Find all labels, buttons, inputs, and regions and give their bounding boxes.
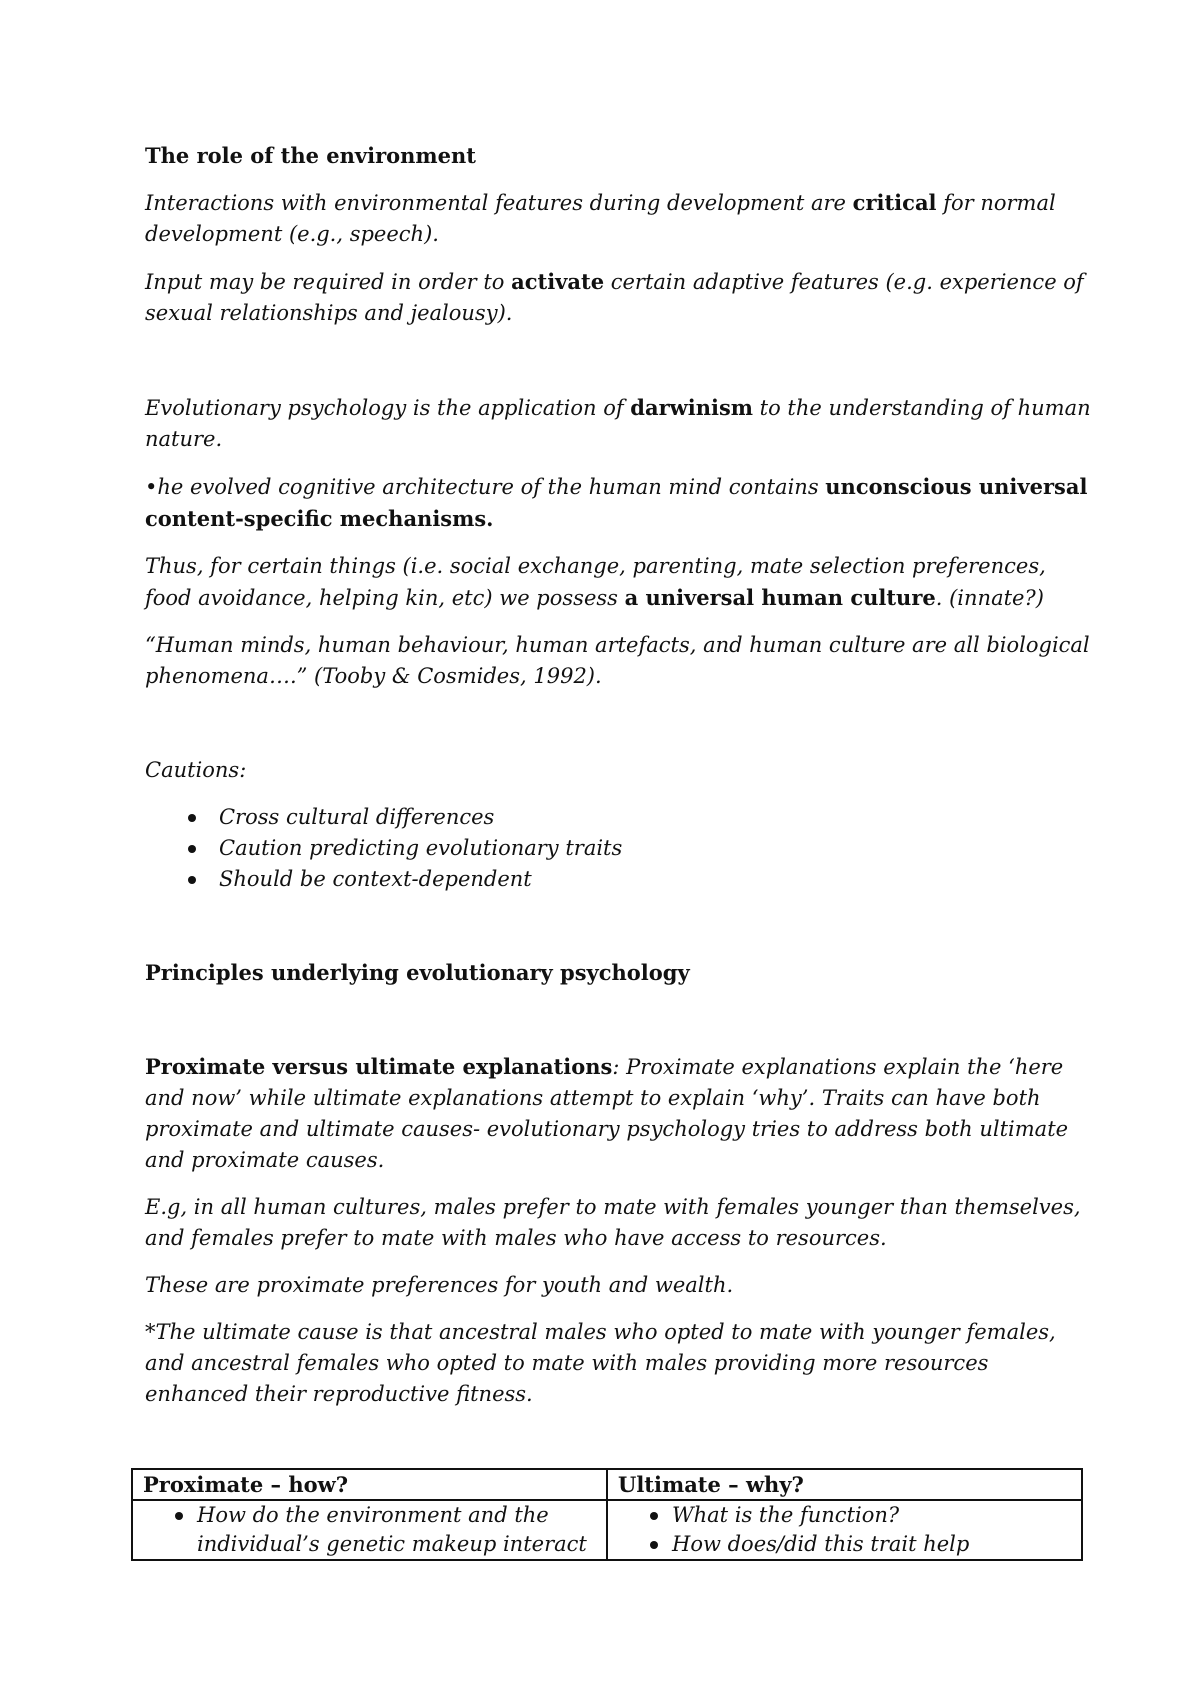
table-cell-proximate (132, 1500, 607, 1560)
proximate-ultimate-table (131, 1468, 1083, 1561)
list-item: How do the environment and the individual’s genetic makeup interact (133, 1501, 606, 1559)
bullet-icon (175, 1512, 183, 1520)
table-row (132, 1500, 1082, 1560)
paragraph-interactions: Interactions with environmental features during development are critical for normal development (e.g., speech). (145, 190, 1056, 246)
cautions-list (145, 802, 1095, 895)
table-header-ultimate: Ultimate – why? (607, 1469, 1082, 1500)
table-header-proximate: Proximate – how? (132, 1469, 607, 1500)
paragraph-evolutionary-psychology: Evolutionary psychology is the application of darwinism to the understanding of human nature. (145, 395, 1091, 451)
quote-tooby-cosmides: “Human minds, human behaviour, human artefacts, and human culture are all biological phenomena….” (Tooby & Cosmides, 1992). (145, 633, 1090, 688)
document-page (145, 140, 1095, 1410)
bullet-icon (188, 814, 196, 822)
paragraph-ultimate-cause: *The ultimate cause is that ancestral males who opted to mate with younger females, and ancestral females who opted to mate with males providing more resources enhanced their reproductive fitness. (145, 1320, 1056, 1406)
table-cell-ultimate (607, 1500, 1082, 1560)
bullet-icon (188, 876, 196, 884)
paragraph-universal-culture: Thus, for certain things (i.e. social exchange, parenting, mate selection preferences, food avoidance, helping kin, etc) we possess a universal human culture. (innate?) (145, 554, 1046, 610)
bullet-icon (188, 845, 196, 853)
list-item: Should be context-dependent (145, 864, 1095, 895)
bullet-icon (650, 1541, 658, 1549)
list-item: What is the function? (608, 1501, 1081, 1530)
paragraph-input-required: Input may be required in order to activate certain adaptive features (e.g. experience of sexual relationships and jealousy). (145, 269, 1084, 325)
heading-role-of-environment: The role of the environment (145, 143, 476, 168)
cautions-label: Cautions: (145, 758, 247, 782)
paragraph-proximate-preferences: These are proximate preferences for youth and wealth. (145, 1273, 734, 1297)
table-header-row (132, 1469, 1082, 1500)
list-item: How does/did this trait help (608, 1530, 1081, 1559)
list-item: Caution predicting evolutionary traits (145, 833, 1095, 864)
heading-principles: Principles underlying evolutionary psychology (145, 960, 690, 985)
list-item: Cross cultural differences (145, 802, 1095, 833)
paragraph-example-cultures: E.g, in all human cultures, males prefer to mate with females younger than themselves, and females prefer to mate with males who have access to resources. (145, 1195, 1081, 1250)
paragraph-proximate-vs-ultimate: Proximate versus ultimate explanations: Proximate explanations explain the ‘here and now’ while ultimate explanations attempt to explain ‘why’. Traits can have both proximate and ultimate causes- evolutionary psychology tries to address both ultimate and proximate causes. (145, 1054, 1069, 1172)
bullet-icon (650, 1512, 658, 1520)
paragraph-cognitive-architecture: •he evolved cognitive architecture of the human mind contains unconscious universal content-specific mechanisms. (145, 474, 1088, 531)
